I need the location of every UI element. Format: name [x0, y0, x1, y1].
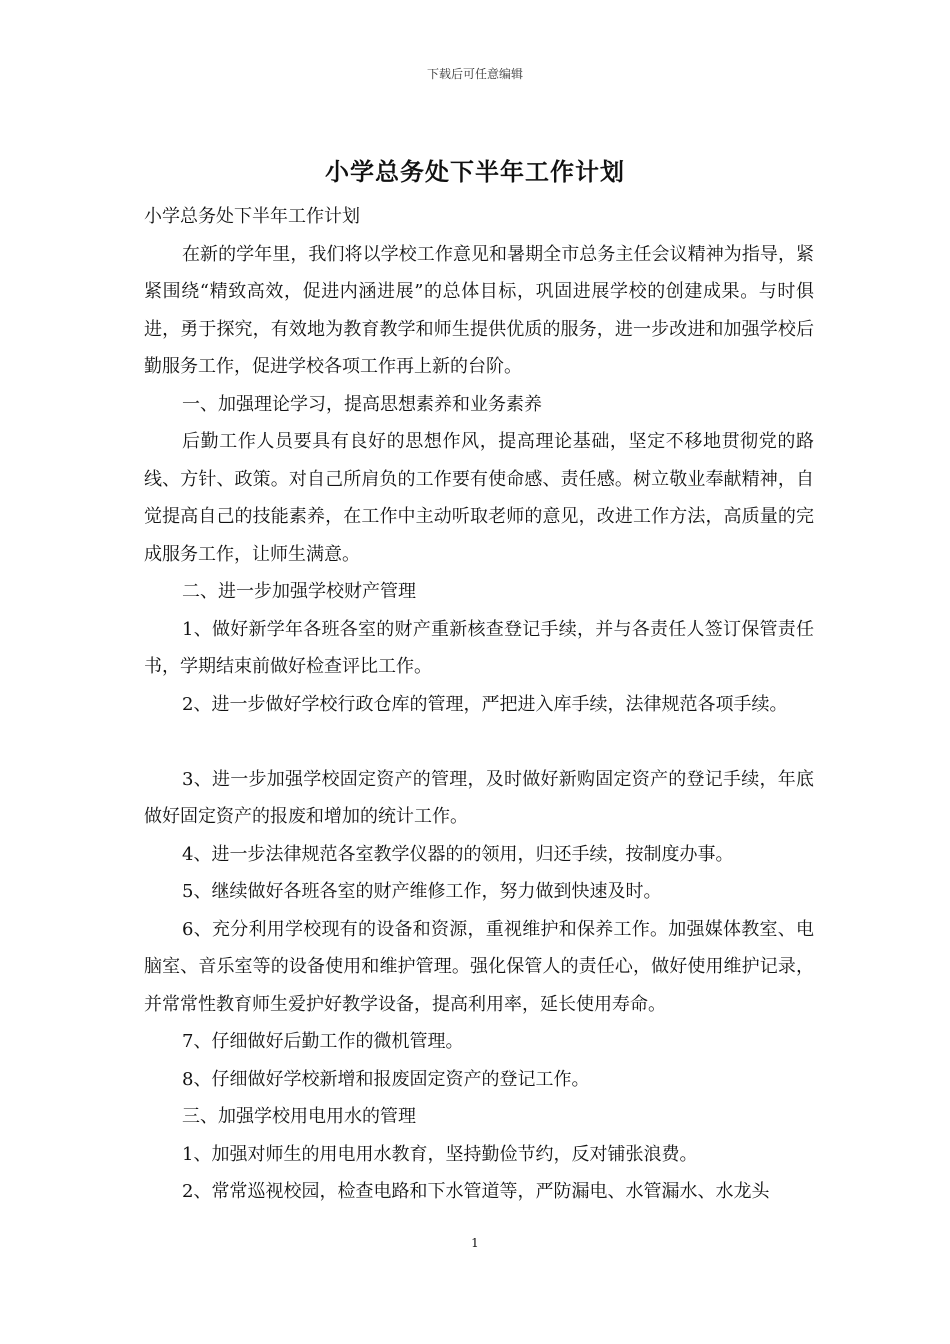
list-item: 4、进一步法律规范各室教学仪器的的领用，归还手续，按制度办事。 [182, 843, 734, 865]
subtitle-line: 小学总务处下半年工作计划 [144, 206, 360, 227]
list-item: 2、进一步做好学校行政仓库的管理，严把进入库手续，法律规范各项手续。 [182, 693, 788, 715]
section-heading-2: 二、进一步加强学校财产管理 [182, 581, 416, 602]
section-1-paragraph: 后勤工作人员要具有良好的思想作风，提高理论基础，坚定不移地贯彻党的路线、方针、政策。对自己所肩负的工作要有使命感、责任感。树立敬业奉献精神，自觉提高自己的技能素养，在工作中主动听取老师的意见，改进工作方法，高质量的完成服务工作，让师生满意。 [144, 431, 814, 565]
section-heading-1: 一、加强理论学习，提高思想素养和业务素养 [182, 393, 542, 415]
list-item: 1、加强对师生的用电用水教育，坚持勤俭节约，反对铺张浪费。 [182, 1143, 698, 1165]
list-item: 7、仔细做好后勤工作的微机管理。 [182, 1031, 464, 1052]
document-body [144, 198, 814, 1211]
document-title: 小学总务处下半年工作计划 [325, 157, 625, 186]
section-heading-3: 三、加强学校用电用水的管理 [182, 1106, 416, 1127]
page-header-note: 下载后可任意编辑 [426, 67, 523, 81]
list-item: 5、继续做好各班各室的财产维修工作，努力做到快速及时。 [182, 881, 662, 902]
page-number: 1 [471, 1236, 479, 1250]
list-item: 1、做好新学年各班各室的财产重新核查登记手续，并与各责任人签订保管责任书，学期结束前做好检查评比工作。 [144, 618, 814, 677]
blank-line [144, 723, 814, 761]
list-item: 8、仔细做好学校新增和报废固定资产的登记工作。 [182, 1068, 590, 1090]
list-item: 6、充分利用学校现有的设备和资源，重视维护和保养工作。加强媒体教室、电脑室、音乐室等的设备使用和维护管理。强化保管人的责任心，做好使用维护记录，并常常性教育师生爱护好教学设备，提高利用率，延长使用寿命。 [144, 918, 814, 1015]
list-item: 3、进一步加强学校固定资产的管理，及时做好新购固定资产的登记手续，年底做好固定资产的报废和增加的统计工作。 [144, 768, 814, 827]
list-item: 2、常常巡视校园，检查电路和下水管道等，严防漏电、水管漏水、水龙头 [182, 1181, 770, 1202]
intro-paragraph: 在新的学年里，我们将以学校工作意见和暑期全市总务主任会议精神为指导，紧紧围绕“精致高效，促进内涵进展”的总体目标，巩固进展学校的创建成果。与时俱进，勇于探究，有效地为教育教学和师生提供优质的服务，进一步改进和加强学校后勤服务工作，促进学校各项工作再上新的台阶。 [144, 243, 814, 377]
